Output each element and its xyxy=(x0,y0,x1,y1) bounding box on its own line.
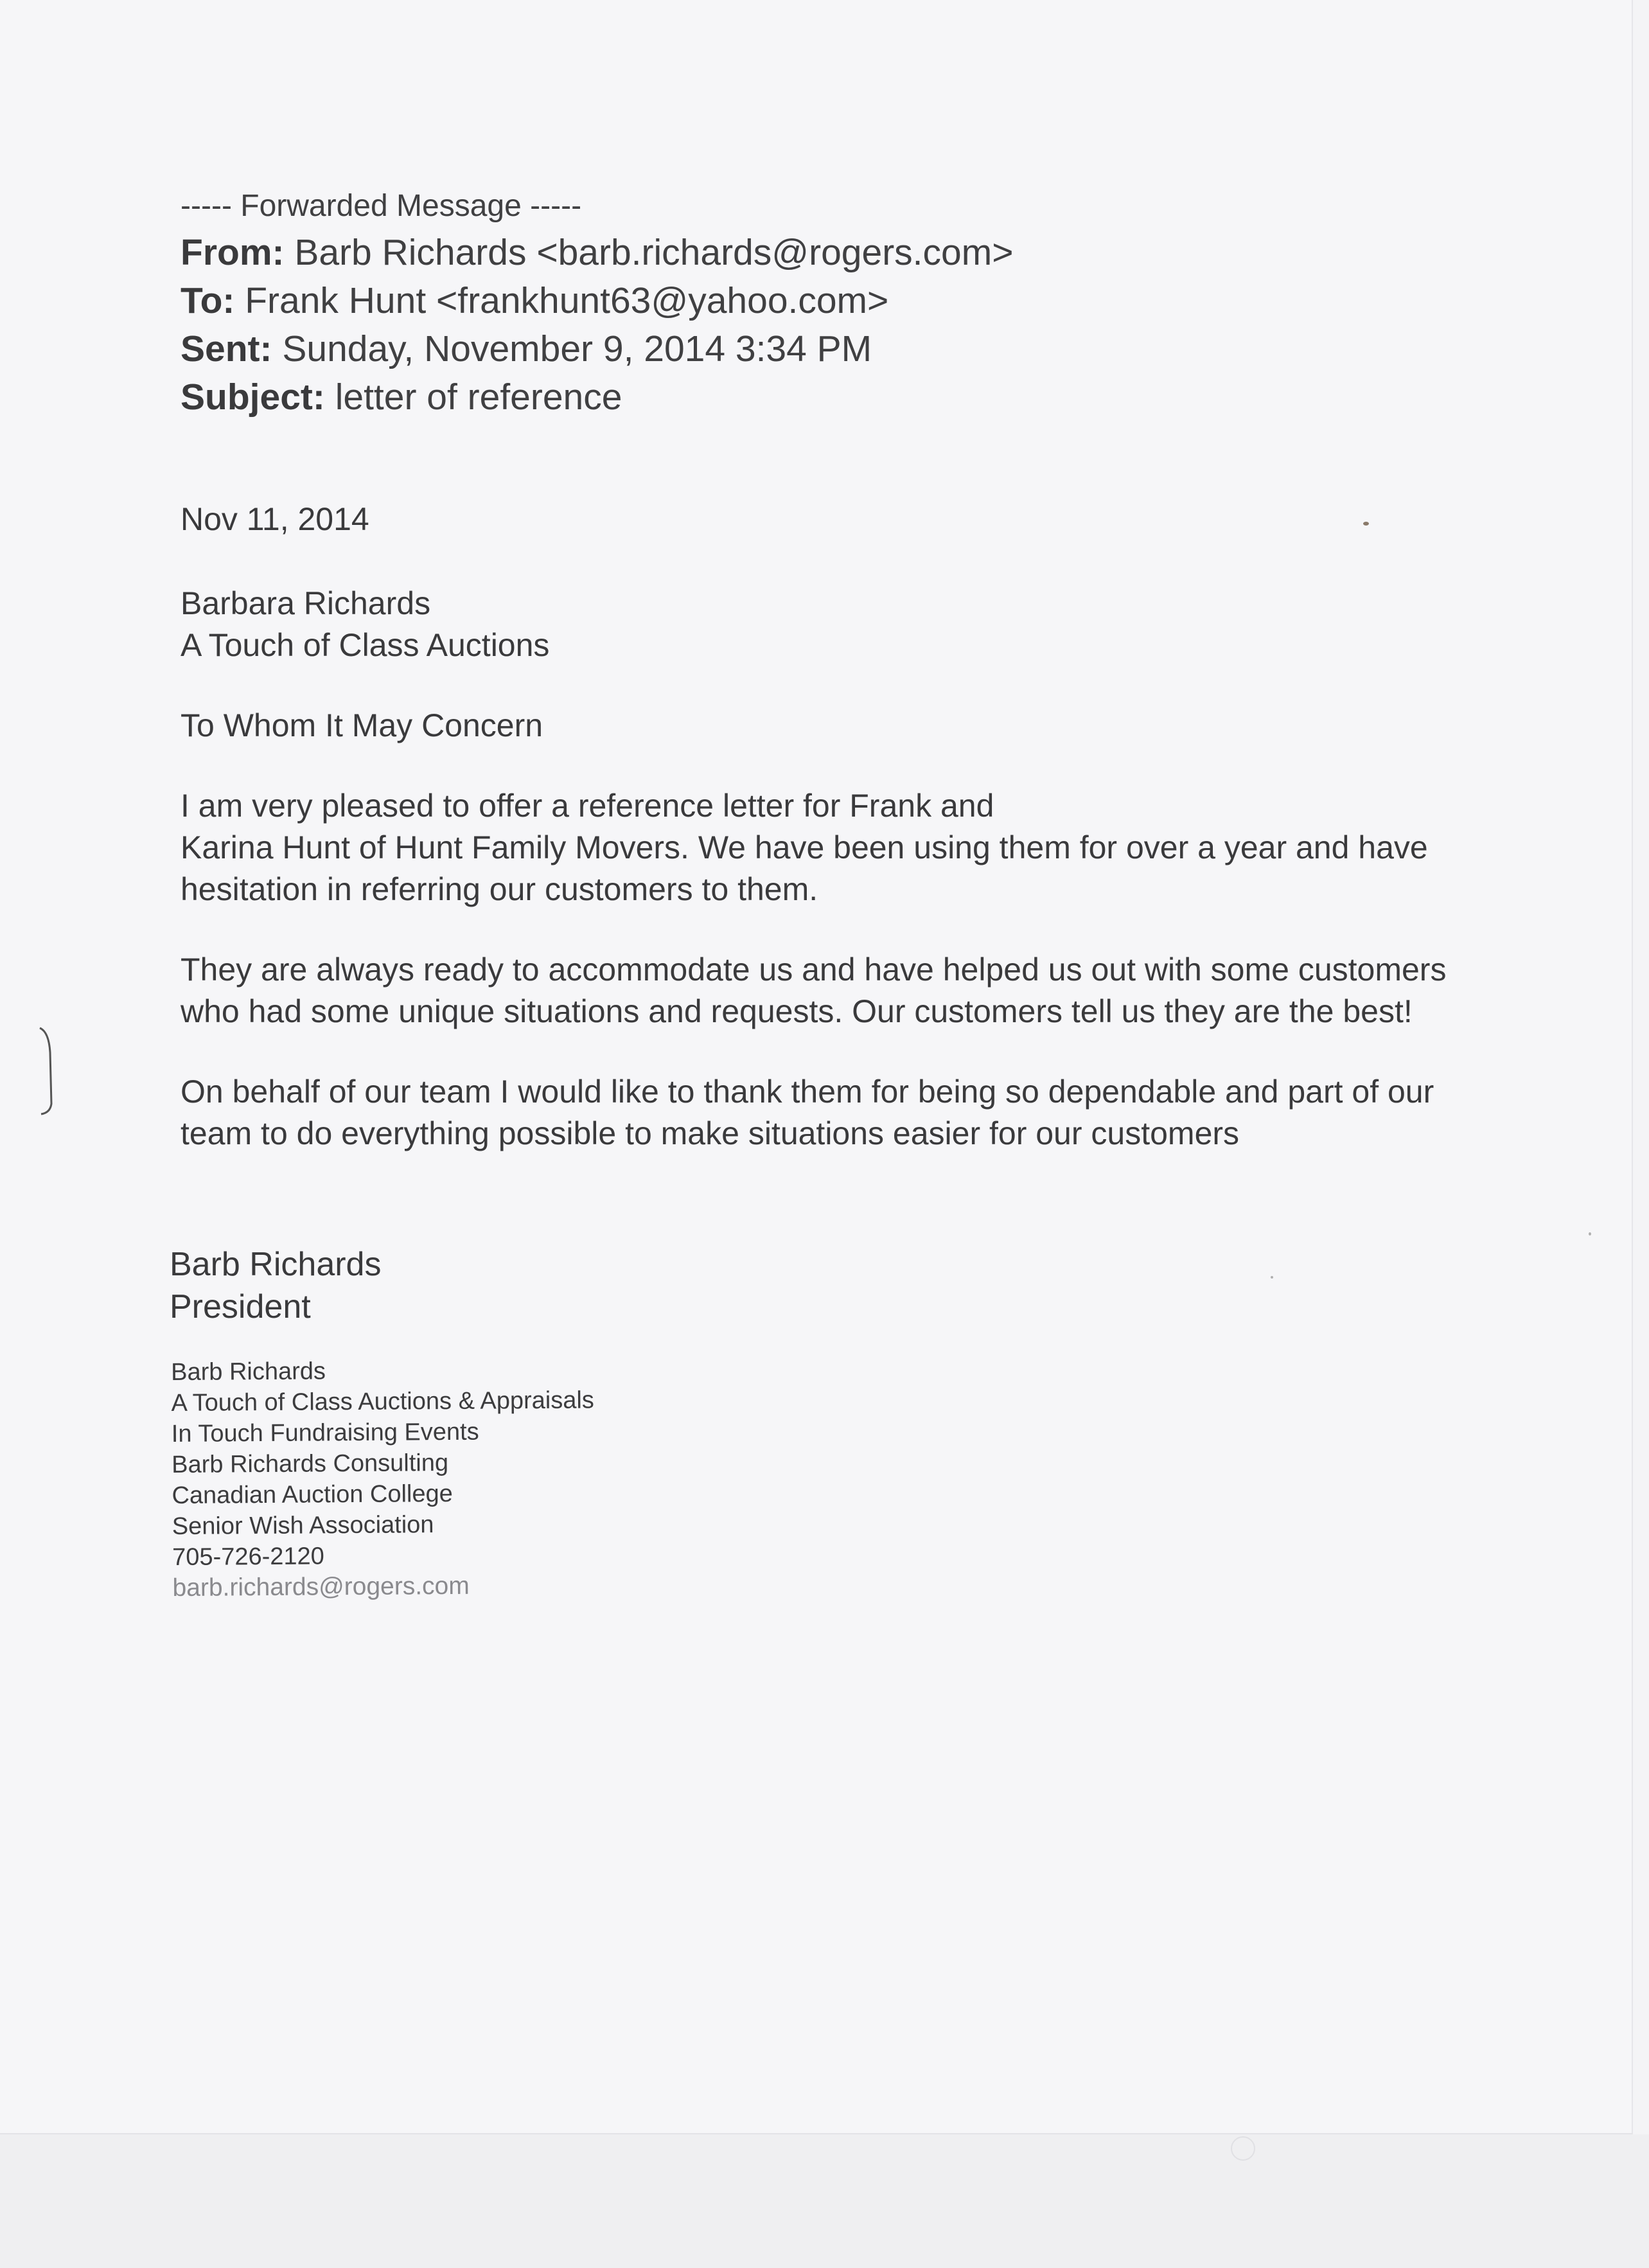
letter-date: Nov 11, 2014 xyxy=(181,501,369,537)
email-header xyxy=(181,184,1530,421)
signature-email: barb.richards@rogers.com xyxy=(172,1572,470,1602)
scan-artifact xyxy=(1231,2136,1255,2161)
paragraph-line: Karina Hunt of Hunt Family Movers. We have been using them for over a year and have xyxy=(181,829,1428,865)
paragraph-line: I am very pleased to offer a reference letter for Frank and xyxy=(181,788,994,824)
paragraph-1 xyxy=(181,785,1607,910)
signature-phone: 705-726-2120 xyxy=(172,1543,324,1571)
paragraph-2 xyxy=(181,949,1607,1032)
scanner-background xyxy=(0,2134,1649,2268)
sender-company: A Touch of Class Auctions xyxy=(181,627,550,663)
from-row xyxy=(181,229,1530,277)
signature-block xyxy=(171,1354,595,1604)
signature-line: Canadian Auction College xyxy=(172,1480,453,1509)
paragraph-line: On behalf of our team I would like to thank them for being so dependable and part of our xyxy=(181,1074,1434,1110)
paragraph-line: They are always ready to accommodate us and have helped us out with some customers xyxy=(181,952,1447,988)
subject-value: letter of reference xyxy=(335,377,622,418)
to-row xyxy=(181,277,1530,325)
paper-speck xyxy=(1589,1232,1591,1236)
from-label: From: xyxy=(181,232,285,273)
paper-speck xyxy=(1363,522,1369,526)
salutation: To Whom It May Concern xyxy=(181,707,543,743)
subject-label: Subject: xyxy=(181,377,325,418)
sender-name: Barbara Richards xyxy=(181,585,431,621)
paragraph-line: team to do everything possible to make situations easier for our customers xyxy=(181,1115,1240,1151)
from-value: Barb Richards <barb.richards@rogers.com> xyxy=(294,232,1014,273)
signature-line: A Touch of Class Auctions & Appraisals xyxy=(171,1386,594,1417)
to-value: Frank Hunt <frankhunt63@yahoo.com> xyxy=(245,280,889,321)
letter-body xyxy=(181,499,1607,1155)
signoff-name: Barb Richards xyxy=(170,1246,382,1283)
sent-label: Sent: xyxy=(181,328,272,369)
forwarded-message-line: ----- Forwarded Message ----- xyxy=(181,189,582,223)
signoff-title: President xyxy=(170,1288,311,1325)
to-label: To: xyxy=(181,280,235,321)
signature-line: Senior Wish Association xyxy=(172,1511,434,1540)
sent-value: Sunday, November 9, 2014 3:34 PM xyxy=(282,328,872,369)
signature-line: Barb Richards xyxy=(171,1358,326,1386)
margin-bracket-mark xyxy=(37,1027,57,1117)
signature-line: Barb Richards Consulting xyxy=(172,1449,449,1478)
subject-row xyxy=(181,373,1530,421)
sent-row xyxy=(181,325,1530,373)
paragraph-3 xyxy=(181,1071,1607,1155)
paragraph-line: hesitation in referring our customers to them. xyxy=(181,871,818,907)
paragraph-line: who had some unique situations and requests. Our customers tell us they are the best! xyxy=(181,993,1413,1029)
signature-line: In Touch Fundraising Events xyxy=(171,1418,479,1448)
paper-speck xyxy=(1271,1276,1273,1279)
signoff xyxy=(170,1243,381,1328)
